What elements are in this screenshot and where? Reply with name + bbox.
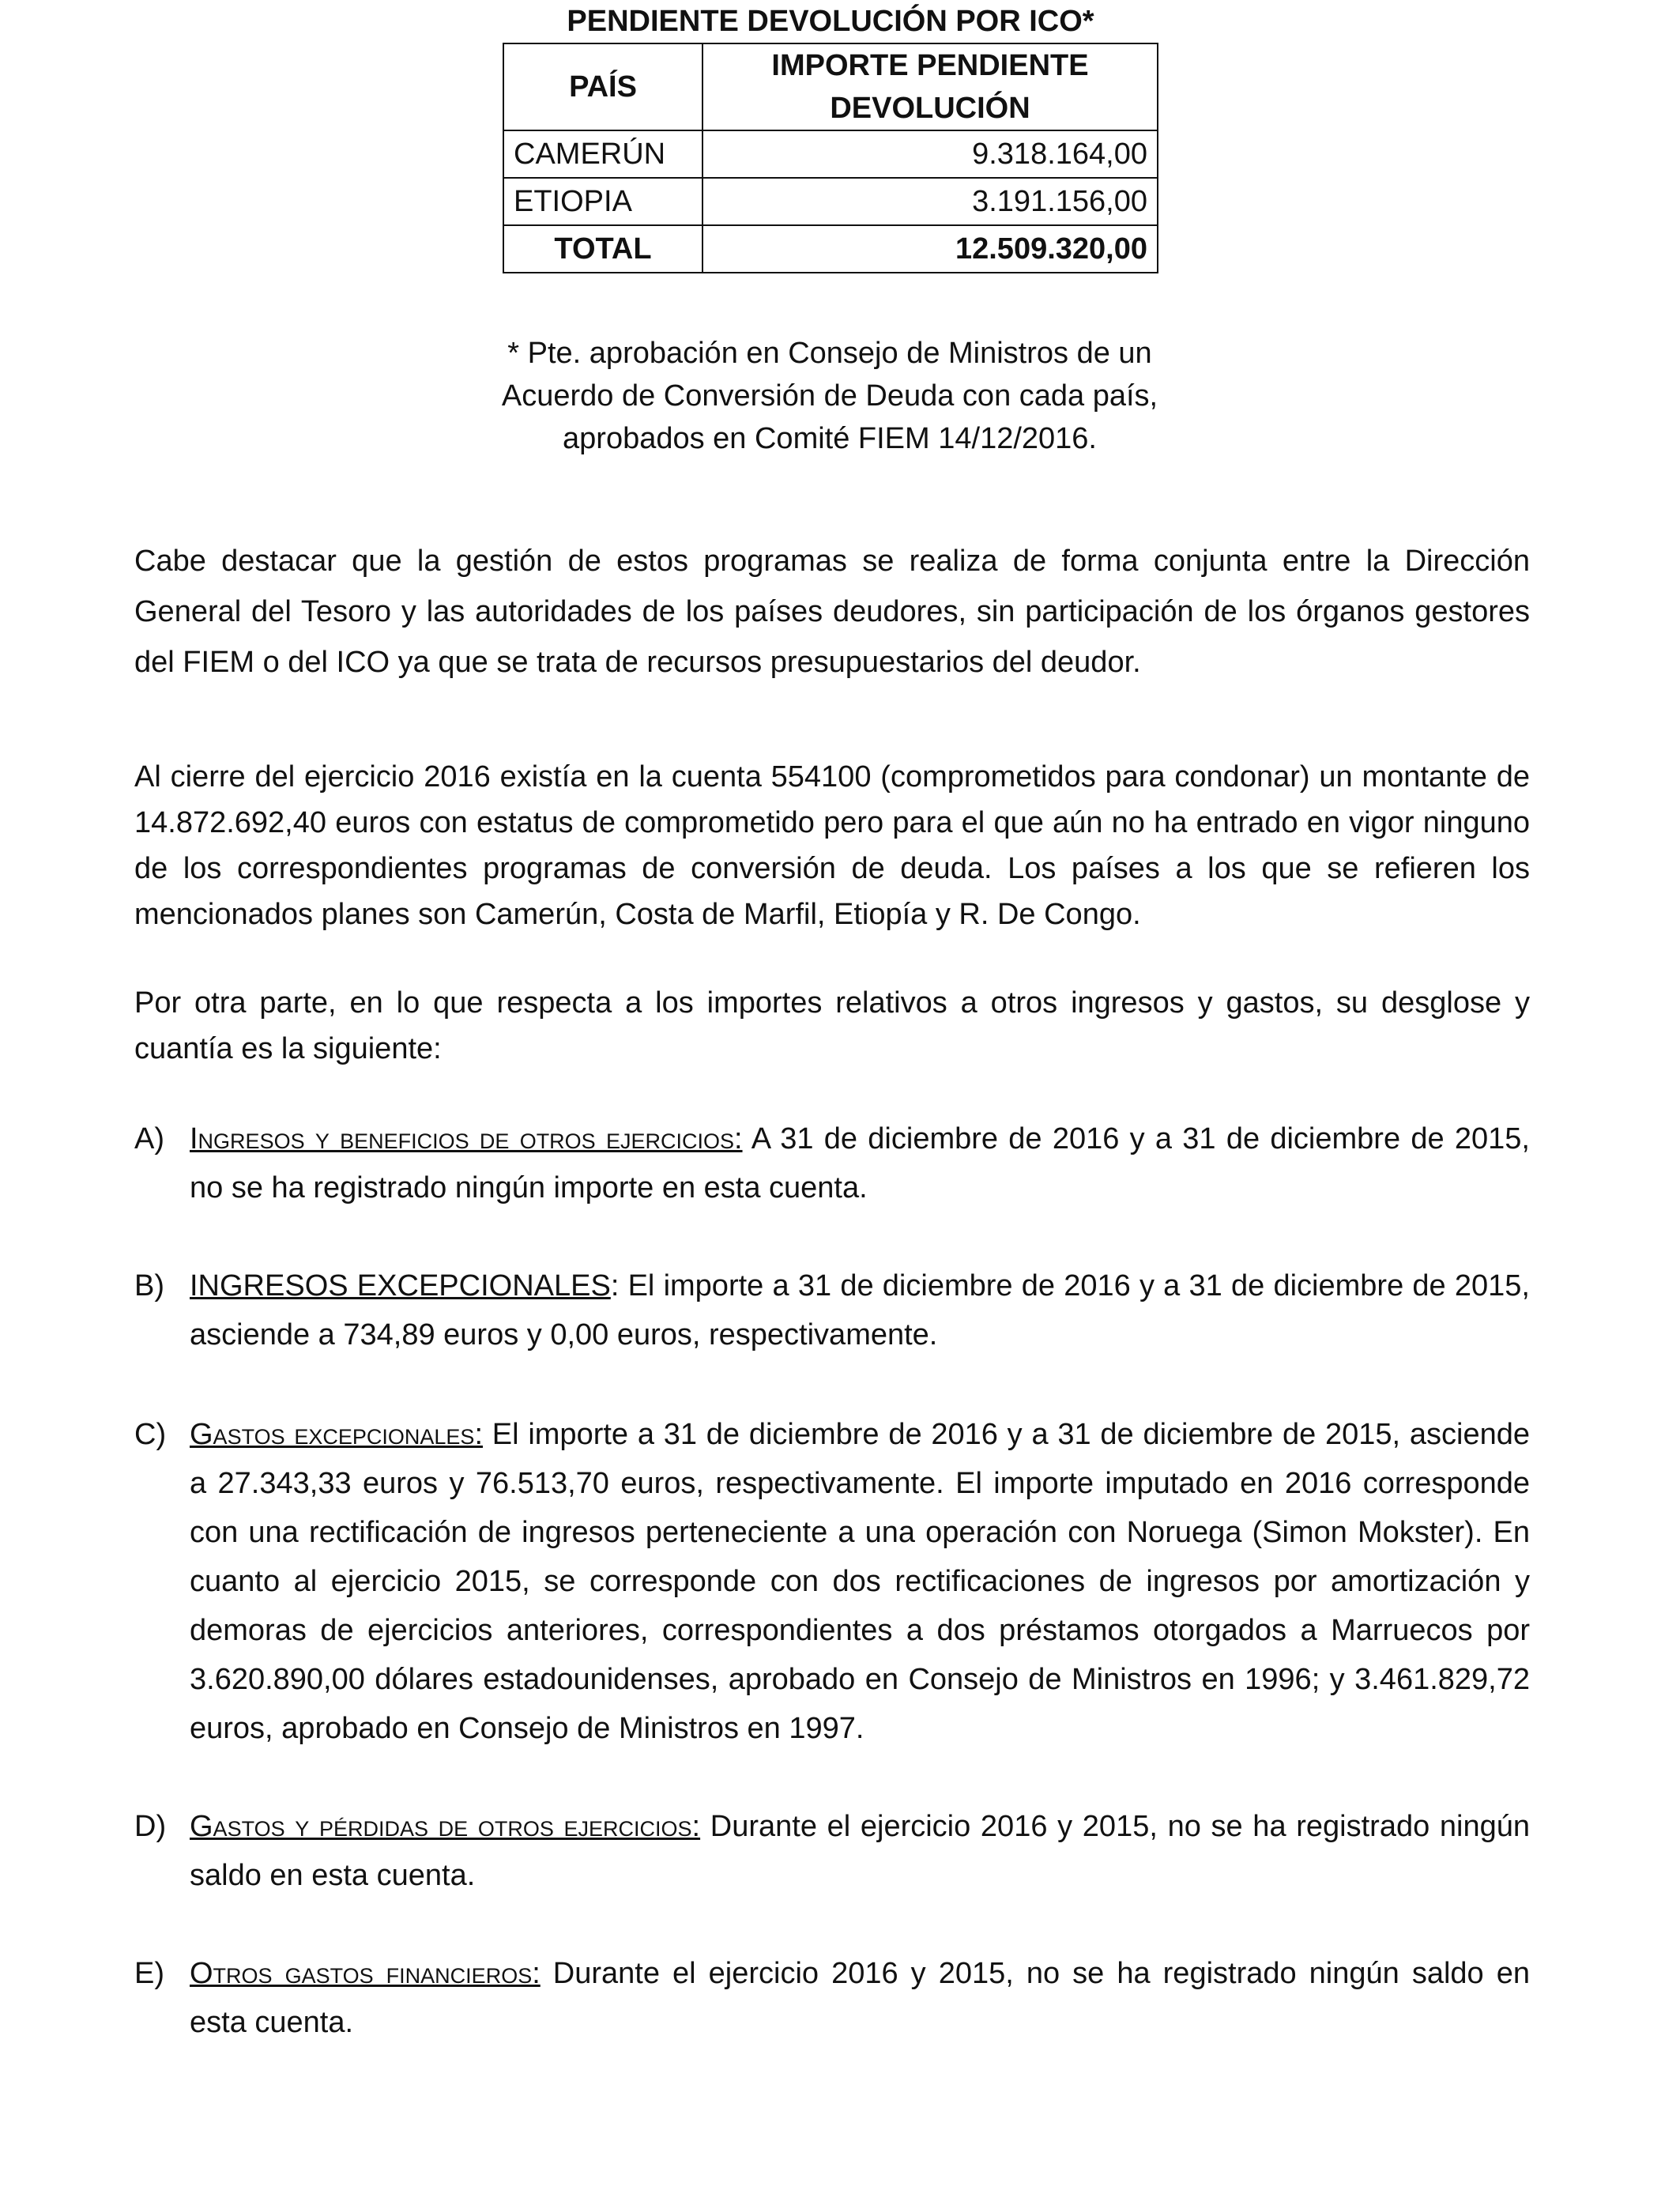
list-letter: E): [134, 1957, 164, 1990]
list-item-a: [134, 1114, 1530, 1212]
list-letter: C): [134, 1418, 167, 1451]
table-header-row: [503, 43, 1158, 130]
paragraph-management: Cabe destacar que la gestión de estos programas se realiza de forma conjunta entre la Dirección General del Tesoro y las autoridades de los países deudores, sin participación de los órganos gestores del FIEM o del ICO ya que se trata de recursos presupuestarios del deudor.: [134, 545, 1530, 679]
item-text: Durante el ejercicio 2016 y 2015, no se ha registrado ningún saldo en esta cuenta.: [190, 1957, 1530, 2039]
row-country: CAMERÚN: [503, 130, 703, 178]
item-heading: Otros gastos financieros:: [190, 1957, 541, 1990]
header-country: PAÍS: [503, 43, 703, 130]
row-amount: 9.318.164,00: [703, 130, 1158, 178]
row-amount: 3.191.156,00: [703, 178, 1158, 225]
item-text: Durante el ejercicio 2016 y 2015, no se ha registrado ningún saldo en esta cuenta.: [190, 1810, 1531, 1892]
list-item-e: [134, 1949, 1530, 2047]
list-letter: A): [134, 1122, 164, 1155]
list-item-d: [134, 1802, 1530, 1900]
item-heading: INGRESOS EXCEPCIONALES: [190, 1269, 611, 1302]
item-heading: Ingresos y beneficios de otros ejercicios:: [190, 1122, 743, 1155]
table-title: PENDIENTE DEVOLUCIÓN POR ICO*: [567, 5, 1094, 38]
item-text: A 31 de diciembre de 2016 y a 31 de diciembre de 2015, no se ha registrado ningún importe en esta cuenta.: [190, 1122, 1530, 1204]
list-item-b: [134, 1261, 1530, 1359]
row-country: ETIOPIA: [503, 178, 703, 225]
total-label: TOTAL: [503, 225, 703, 273]
item-text: El importe a 31 de diciembre de 2016 y a 31 de diciembre de 2015, asciende a 27.343,33 euros y 76.513,70 euros, respectivamente. El importe imputado en 2016 corresponde con una rectificación de ingresos perteneciente a una operación con Noruega (Simon Mokster). En cuanto al ejercicio 2015, se corresponde con dos rectificaciones de ingresos por amortización y demoras de ejercicios anteriores, correspondientes a dos préstamos otorgados a Marruecos por 3.620.890,00 dólares estadounidenses, aprobado en Consejo de Ministros en 1996; y 3.461.829,72 euros, aprobado en Consejo de Ministros en 1997.: [190, 1418, 1530, 1745]
list-letter: B): [134, 1269, 164, 1302]
paragraph-breakdown-intro: Por otra parte, en lo que respecta a los importes relativos a otros ingresos y gastos, su desglose y cuantía es la siguiente:: [134, 986, 1530, 1065]
table-total-row: [503, 225, 1158, 273]
pending-refund-table: [503, 43, 1158, 273]
list-item-c: [134, 1410, 1530, 1753]
item-heading: Gastos excepcionales:: [190, 1418, 483, 1451]
paragraph-closing-2016: Al cierre del ejercicio 2016 existía en la cuenta 554100 (comprometidos para condonar) un montante de 14.872.692,40 euros con estatus de comprometido pero para el que aún no ha entrado en vigor ninguno de los correspondientes programas de conversión de deuda. Los países a los que se refieren los mencionados planes son Camerún, Costa de Marfil, Etiopía y R. De Congo.: [134, 760, 1530, 931]
table-footnote: * Pte. aprobación en Consejo de Ministros de un Acuerdo de Conversión de Deuda con cada país, aprobados en Comité FIEM 14/12/2016.: [501, 337, 1158, 455]
list-letter: D): [134, 1810, 167, 1843]
table-row: [503, 178, 1158, 225]
total-amount: 12.509.320,00: [703, 225, 1158, 273]
header-amount: IMPORTE PENDIENTE DEVOLUCIÓN: [703, 43, 1158, 130]
table-row: [503, 130, 1158, 178]
item-text: : El importe a 31 de diciembre de 2016 y a 31 de diciembre de 2015, asciende a 734,89 euros y 0,00 euros, respectivamente.: [190, 1269, 1530, 1351]
item-heading: Gastos y pérdidas de otros ejercicios:: [190, 1810, 701, 1843]
